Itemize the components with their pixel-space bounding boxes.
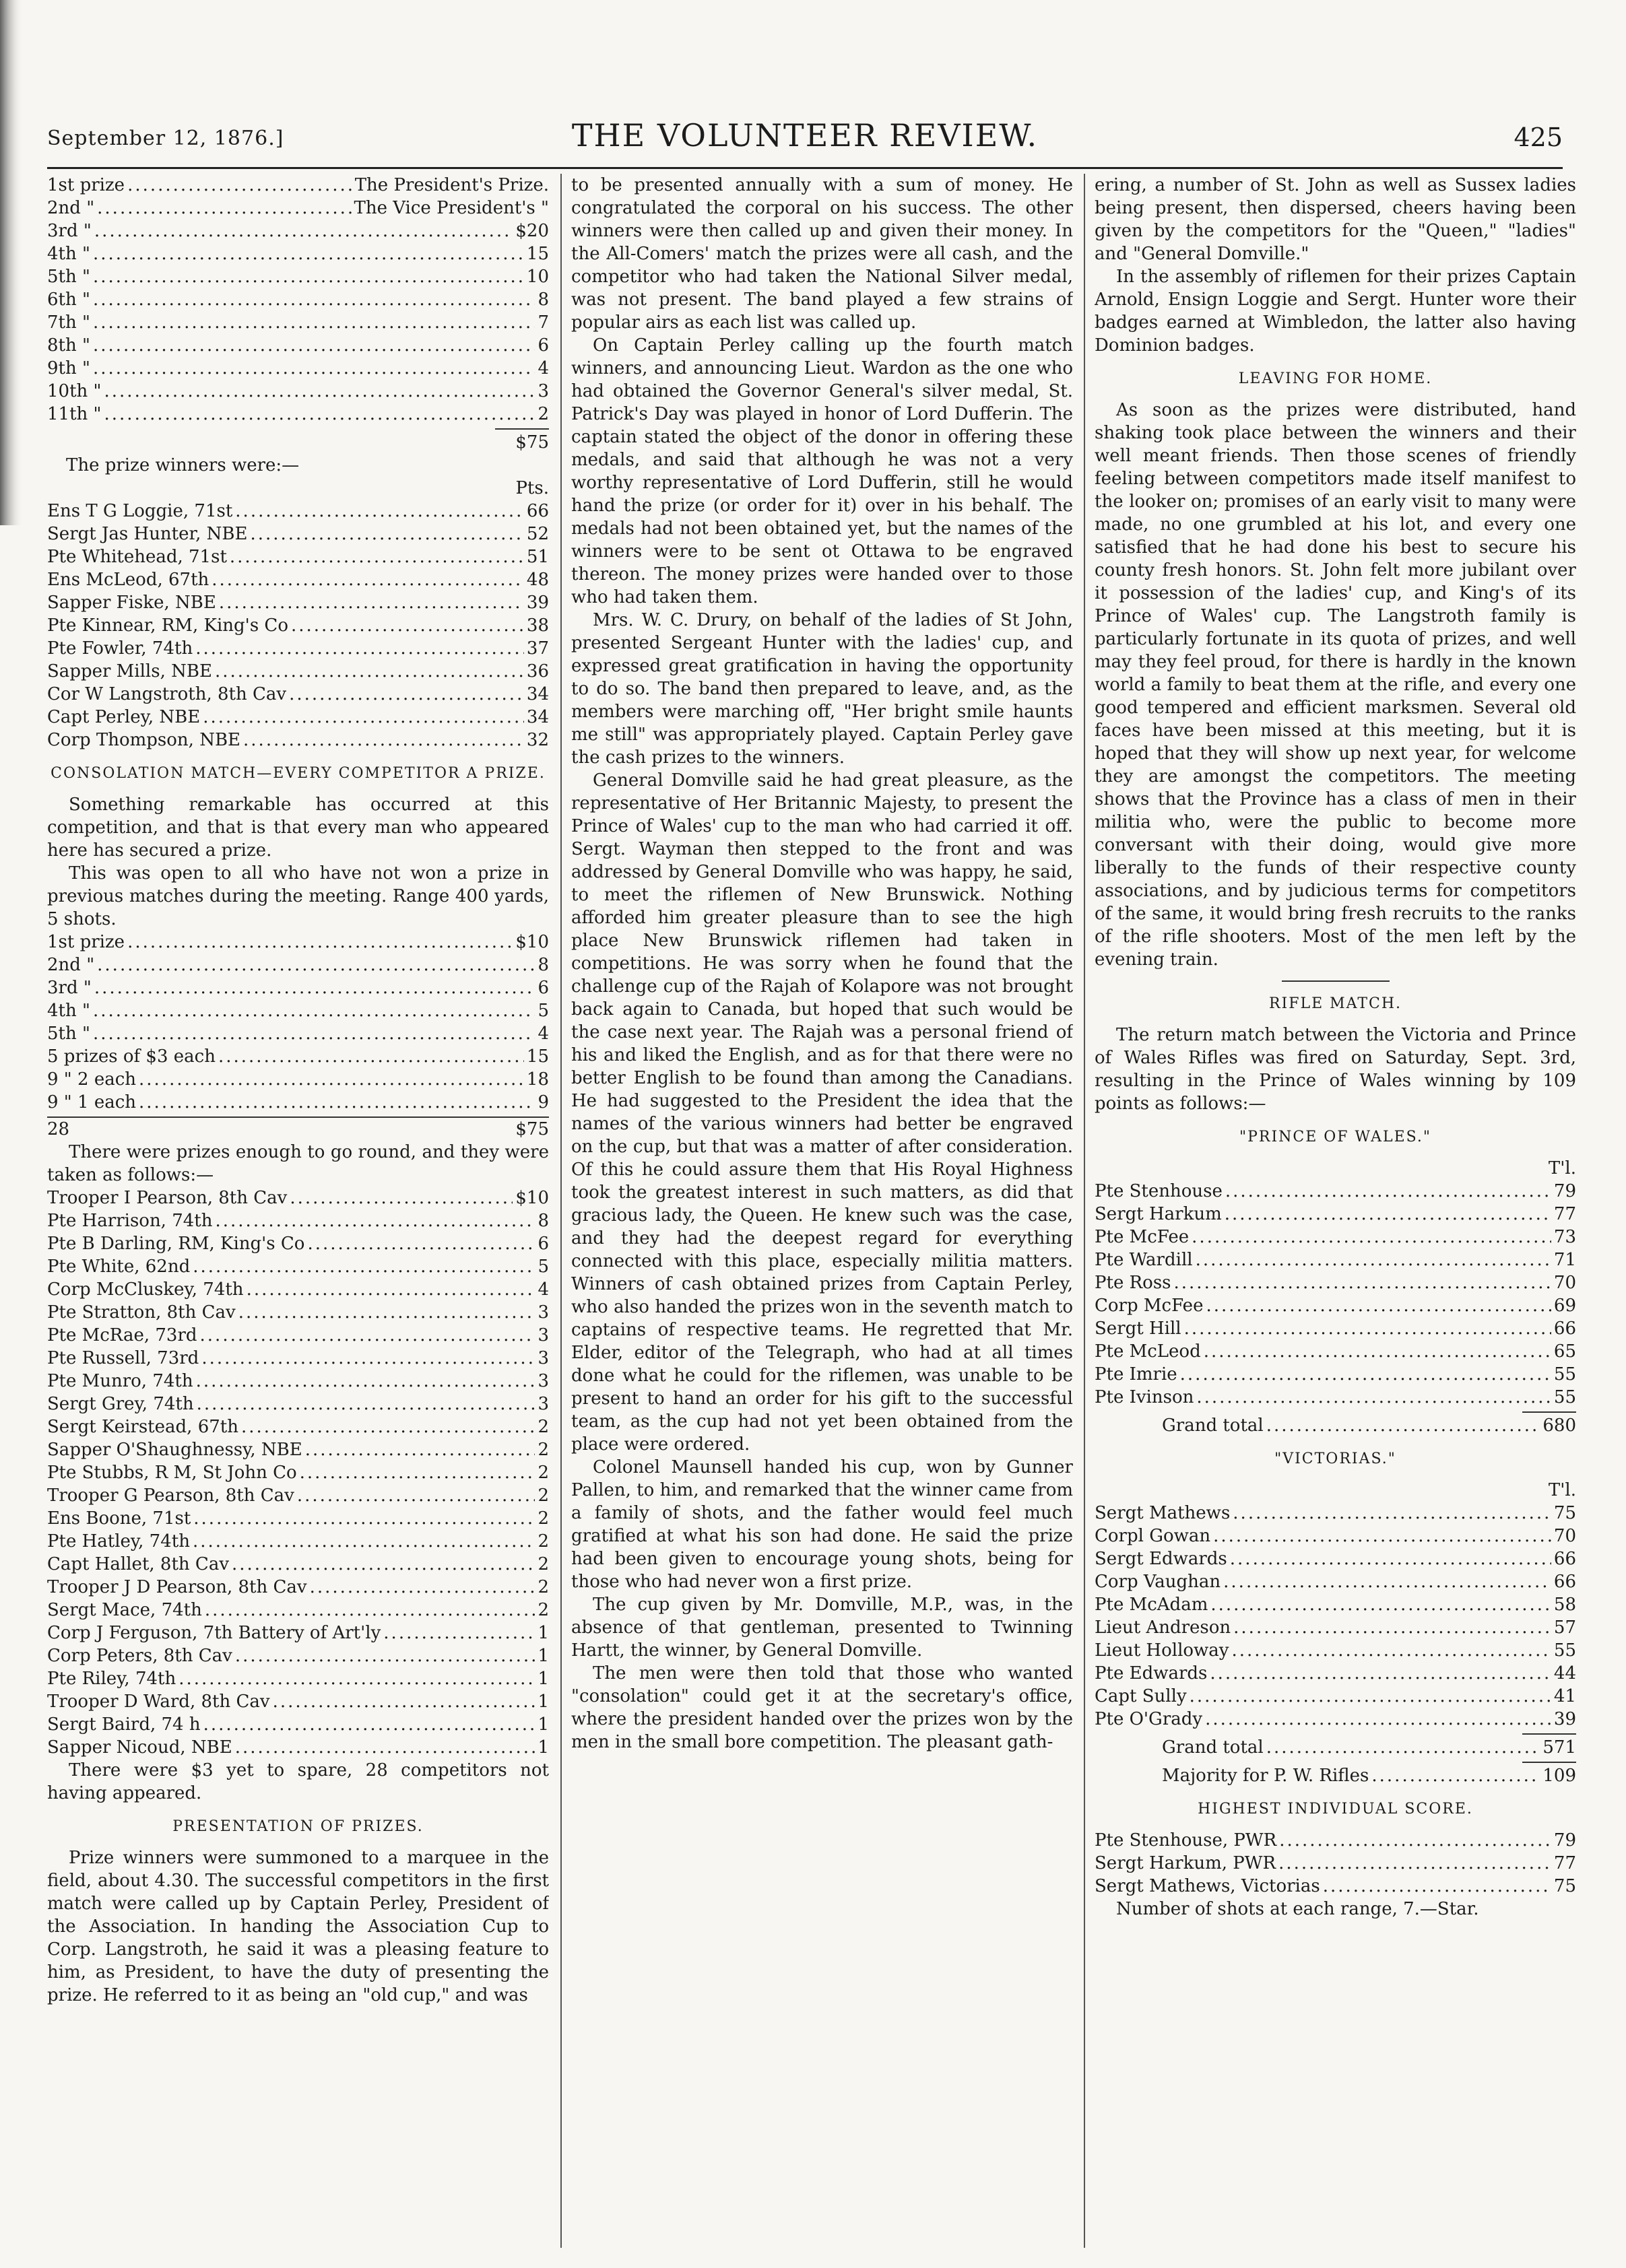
presentation-heading: PRESENTATION OF PRIZES. [172, 1818, 424, 1835]
highest-scores [1095, 1829, 1576, 1898]
prize-row: 9 " 2 each ..... 18 [47, 1068, 549, 1091]
winner-row: Capt Perley, NBE ..... 34 [47, 706, 549, 729]
winner-row: Corp McCluskey, 74th ..... 4 [47, 1278, 549, 1301]
score-row: Pte Stenhouse, PWR ..... 79 [1095, 1829, 1576, 1852]
score-row: Sergt Edwards ..... 66 [1095, 1547, 1576, 1570]
sum-rule [1522, 1762, 1576, 1763]
score-row: Sergt Hill ..... 66 [1095, 1317, 1576, 1340]
winner-row: Sergt Grey, 74th ..... 3 [47, 1393, 549, 1415]
prize-row: 6th " ..... 8 [47, 288, 549, 311]
consolation-paragraph: This was open to all who have not won a prize in previous matches during the meeting. Range 400 yards, 5 shots. [47, 863, 549, 929]
winner-row: Pte Fowler, 74th ..... 37 [47, 637, 549, 660]
sum-rule [1522, 1411, 1576, 1413]
prize-row: 1st prize ..... $10 [47, 931, 549, 954]
leaving-paragraph: As soon as the prizes were distributed, hand shaking took place between the winners and their well meant friends. Then those scenes of friendly feeling between competitors made itself manifest to the looker on; promises of an early visit to many were made, no one grumbled at his lot, and every one satisfied that he had done his best to secure his county fresh honors. St. John felt more jubilant over it possession of the ladies' cup, and King's of its Prince of Wales' cup. The Langstroth family is particularly fortunate in its quota of prizes, and well may they feel proud, for there is hardly in the known world a family to beat them at the rifle, and every one good tempered and efficient marksmen. Several old faces have been missed at this meeting, but it is hoped that they will show up next year, for welcome they are amongst the competitors. The meeting shows that the Province has a class of men in their militia who, were the public to become more conversant with their doing, would give more liberally to the funds of their respective county associations, and by judicious terms for competitors of the same, it would bring fresh recruits to the ranks of the rifle shooters. Most of the men left by the evening train. [1095, 400, 1576, 970]
article-paragraph: On Captain Perley calling up the fourth match winners, and announcing Lieut. Wardon as the one who had obtained the Governor General's silver medal, St. Patrick's Day was played in honor of Lord Dufferin. The captain stated the object of the donor in offering these medals, and said that although he was not a very worthy representative of Lord Dufferin, still he would hand the prize (or order for it) over in his behalf. The medals had not been obtained yet, but the names of the winners were to be sent ot Ottawa to be engraved thereon. The money prizes were handed over to those who had taken them. [571, 335, 1073, 607]
prize-row: 4th " ..... 15 [47, 242, 549, 265]
grand-total-row: Grand total ..... 571 [1095, 1736, 1576, 1759]
grand-total-row: Grand total ..... 680 [1095, 1414, 1576, 1437]
score-row: Sergt Mathews ..... 75 [1095, 1502, 1576, 1525]
victorias-heading: "VICTORIAS." [1274, 1450, 1396, 1467]
score-row: Sergt Harkum ..... 77 [1095, 1203, 1576, 1226]
consolation-paragraph: Something remarkable has occurred at this competition, and that is that every man who appeared here has secured a prize. [47, 795, 549, 861]
victorias-scores [1095, 1502, 1576, 1787]
winner-row: Pte Kinnear, RM, King's Co ..... 38 [47, 614, 549, 637]
winner-row: Sapper Mills, NBE ..... 36 [47, 660, 549, 683]
article-paragraph: ering, a number of St. John as well as Sussex ladies being present, then dispersed, cheers having been given by the competitors for the "Queen," "ladies" and "General Domville." [1095, 175, 1576, 264]
round-paragraph: There were prizes enough to go round, and they were taken as follows:— [47, 1142, 549, 1185]
winner-row: Pte Munro, 74th ..... 3 [47, 1370, 549, 1393]
score-row: Pte Stenhouse ..... 79 [1095, 1180, 1576, 1203]
score-row: Corp McFee ..... 69 [1095, 1294, 1576, 1317]
score-row: Pte Ross ..... 70 [1095, 1271, 1576, 1294]
article-paragraph: The cup given by Mr. Domville, M.P., was, in the absence of that gentleman, presented to Twinning Hartt, the winner, by General Domville. [571, 1595, 1073, 1661]
score-row: Sergt Mathews, Victorias ..... 75 [1095, 1875, 1576, 1898]
score-row: Pte Edwards ..... 44 [1095, 1662, 1576, 1685]
prize-row: 10th " ..... 3 [47, 380, 549, 403]
prize-row: 3rd " ..... $20 [47, 220, 549, 242]
prize-row: 5 prizes of $3 each ..... 15 [47, 1045, 549, 1068]
pts-label: Pts. [515, 478, 549, 498]
winner-row: Trooper D Ward, 8th Cav ..... 1 [47, 1690, 549, 1713]
winner-row: Sapper Fiske, NBE ..... 39 [47, 591, 549, 614]
winners-heading-row [47, 454, 549, 477]
majority-row: Majority for P. W. Rifles ..... 109 [1095, 1764, 1576, 1787]
prize-row: 9 " 1 each ..... 9 [47, 1091, 549, 1114]
prize-row: 5th " ..... 4 [47, 1022, 549, 1045]
winner-row: Sapper O'Shaughnessy, NBE ..... 2 [47, 1438, 549, 1461]
winner-row: Capt Hallet, 8th Cav ..... 2 [47, 1553, 549, 1576]
winner-row: Sergt Mace, 74th ..... 2 [47, 1599, 549, 1622]
presentation-paragraph: Prize winners were summoned to a marquee in the field, about 4.30. The successful competitors in the first match were called up by Captain Perley, President of the Association. In handing the Association Cup to Corp. Langstroth, he said it was a pleasing feature to him, as President, to have the duty of presenting the prize. He referred to it as being an "old cup," and was [47, 1848, 549, 2005]
prize-row: 7th " ..... 7 [47, 311, 549, 334]
prize-row: 3rd " ..... 6 [47, 976, 549, 999]
winner-row: Pte Stratton, 8th Cav ..... 3 [47, 1301, 549, 1324]
prize-row: 11th " ..... 2 [47, 403, 549, 426]
scan-edge-shadow [0, 0, 23, 525]
column-1 [47, 174, 549, 2248]
winner-row: Ens McLeod, 67th ..... 48 [47, 568, 549, 591]
score-row: Corpl Gowan ..... 70 [1095, 1525, 1576, 1547]
publication-title: THE VOLUNTEER REVIEW. [571, 117, 1039, 154]
article-paragraph: Mrs. W. C. Drury, on behalf of the ladies of St John, presented Sergeant Hunter with the ladies' cup, and expressed great gratification in having the opportunity to do so. The band then prepared to leave, and, as the members were marching off, "Her bright smile haunts me still" was appropriately played. Captain Perley gave the cash prizes to the winners. [571, 610, 1073, 768]
page-header [47, 114, 1563, 168]
winner-row: Pte Russell, 73rd ..... 3 [47, 1347, 549, 1370]
total-column-label: T'l. [1548, 1480, 1576, 1500]
winner-row: Pte Harrison, 74th ..... 8 [47, 1209, 549, 1232]
prince-of-wales-heading: "PRINCE OF WALES." [1239, 1129, 1432, 1145]
score-row: Lieut Holloway ..... 55 [1095, 1639, 1576, 1662]
winners-list [47, 500, 549, 752]
column-divider [560, 174, 562, 2248]
consolation-total: $75 [515, 1119, 549, 1139]
winner-row: Pte White, 62nd ..... 5 [47, 1255, 549, 1278]
winner-row: Ens T G Loggie, 71st ..... 66 [47, 500, 549, 523]
winner-row: Ens Boone, 71st ..... 2 [47, 1507, 549, 1530]
prize-row: 2nd " ..... The Vice President's " [47, 197, 549, 220]
total-column-label: T'l. [1548, 1158, 1576, 1178]
score-row: Capt Sully ..... 41 [1095, 1685, 1576, 1708]
consolation-count: 28 [47, 1119, 70, 1139]
page-number: 425 [1514, 123, 1563, 152]
consolation-total-row [47, 1116, 549, 1141]
column-3 [1095, 174, 1576, 2248]
winner-row: Sapper Nicoud, NBE ..... 1 [47, 1736, 549, 1759]
score-row: Pte Ivinson ..... 55 [1095, 1386, 1576, 1409]
consolation-heading: CONSOLATION MATCH—EVERY COMPETITOR A PRIZE. [51, 765, 546, 782]
prize-row: 9th " ..... 4 [47, 357, 549, 380]
winner-row: Pte Whitehead, 71st ..... 51 [47, 545, 549, 568]
column-2 [571, 174, 1073, 2248]
rifle-match-paragraph: The return match between the Victoria and Prince of Wales Rifles was fired on Saturday, Sept. 3rd, resulting in the Prince of Wales winning by 109 points as follows:— [1095, 1025, 1576, 1114]
winner-row: Pte McRae, 73rd ..... 3 [47, 1324, 549, 1347]
score-row: Corp Vaughan ..... 66 [1095, 1570, 1576, 1593]
article-paragraph: The men were then told that those who wanted "consolation" could get it at the secretary's office, where the president handed over the prizes won by the men in the small bore competition. The pleasant gath- [571, 1663, 1073, 1752]
score-row: Pte McLeod ..... 65 [1095, 1340, 1576, 1363]
winner-row: Pte Riley, 74th ..... 1 [47, 1667, 549, 1690]
winner-row: Pte B Darling, RM, King's Co ..... 6 [47, 1232, 549, 1255]
spare-paragraph: There were $3 yet to spare, 28 competitors not having appeared. [47, 1760, 549, 1803]
article-paragraph: General Domville said he had great pleasure, as the representative of Her Britannic Majesty, to present the Prince of Wales' cup to the man who had carried it off. Sergt. Wayman then stepped to the front and was addressed by General Domville who was happy, he said, to meet the riflemen of New Brunswick. Nothing afforded him greater pleasure than to see the high place New Brunswick riflemen had taken in competitions. He was sorry when he found that the challenge cup of the Rajah of Kolapore was not brought back again to Canada, but hoped that such would be the case next year. The Rajah was a personal friend of his and liked the English, and as for that there were no better English to be found than among the Canadians. He had suggested to the President the idea that the names of the various winners had better be engraved on the cup, but that was a matter of after consideration. Of this he could assure them that His Royal Highness took the greatest interest in such matters, as did that gracious lady, the Queen. He knew such was the case, and they had the deepest regard for everything connected with this place, especially militia matters. Winners of cash obtained prizes from Captain Perley, who also handed the prizes won in the seventh match to captains of respective teams. He regretted that Mr. Elder, editor of the Telegraph, who had at all times done what he could for the riflemen, was unable to be present to hand an order for his gift to the successful team, as the cup had not yet been obtained from the place were ordered. [571, 770, 1073, 1455]
winner-row: Pte Hatley, 74th ..... 2 [47, 1530, 549, 1553]
winner-row: Corp Peters, 8th Cav ..... 1 [47, 1644, 549, 1667]
score-row: Pte Wardill ..... 71 [1095, 1248, 1576, 1271]
sum-rule [495, 428, 549, 430]
article-paragraph: Colonel Maunsell handed his cup, won by Gunner Pallen, to him, and remarked that the winner came from a family of shots, and the father would feel much gratified at what his son had done. He said the prize had been given to encourage young shots, being for those who had never won a first prize. [571, 1457, 1073, 1592]
score-row: Pte Imrie ..... 55 [1095, 1363, 1576, 1386]
winner-row: Corp J Ferguson, 7th Battery of Art'ly ..... 1 [47, 1622, 549, 1644]
prize-list [47, 174, 549, 454]
winner-row: Pte Stubbs, R M, St John Co ..... 2 [47, 1461, 549, 1484]
score-row: Pte O'Grady ..... 39 [1095, 1708, 1576, 1731]
winner-row: Sergt Jas Hunter, NBE ..... 52 [47, 523, 549, 545]
prince-of-wales-scores [1095, 1180, 1576, 1437]
winner-row: Sergt Keirstead, 67th ..... 2 [47, 1415, 549, 1438]
prize-row: 1st prize ..... The President's Prize. [47, 174, 549, 197]
score-row: Pte McFee ..... 73 [1095, 1226, 1576, 1248]
prize-total: $75 [515, 432, 549, 453]
score-row: Lieut Andreson ..... 57 [1095, 1616, 1576, 1639]
winner-row: Sergt Baird, 74 h ..... 1 [47, 1713, 549, 1736]
closing-line: Number of shots at each range, 7.—Star. [1116, 1899, 1479, 1919]
highest-score-heading: HIGHEST INDIVIDUAL SCORE. [1198, 1801, 1473, 1817]
header-rule [47, 167, 1563, 169]
score-row: Pte McAdam ..... 58 [1095, 1593, 1576, 1616]
prize-row: 2nd " ..... 8 [47, 954, 549, 976]
article-paragraph: In the assembly of riflemen for their prizes Captain Arnold, Ensign Loggie and Sergt. Hunter wore their badges earned at Wimbledon, the latter also having Dominion badges. [1095, 267, 1576, 356]
prize-row: 5th " ..... 10 [47, 265, 549, 288]
issue-date: September 12, 1876.] [47, 127, 284, 150]
rifle-match-heading: RIFLE MATCH. [1268, 995, 1402, 1012]
round-winners-list [47, 1187, 549, 1759]
leaving-heading: LEAVING FOR HOME. [1238, 370, 1433, 387]
consolation-prize-list [47, 931, 549, 1141]
prize-row: 8th " ..... 6 [47, 334, 549, 357]
section-rule [1282, 980, 1390, 982]
winner-row: Trooper G Pearson, 8th Cav ..... 2 [47, 1484, 549, 1507]
prize-row: 4th " ..... 5 [47, 999, 549, 1022]
winner-row: Corp Thompson, NBE ..... 32 [47, 729, 549, 752]
sum-rule [1522, 1733, 1576, 1735]
column-divider [1084, 174, 1085, 2248]
score-row: Sergt Harkum, PWR ..... 77 [1095, 1852, 1576, 1875]
article-paragraph: to be presented annually with a sum of money. He congratulated the corporal on his success. The other winners were then called up and given their money. In the All-Comers' match the prizes were all cash, and the competitor who had taken the National Silver medal, was not present. The band played a few strains of popular airs as each list was called up. [571, 175, 1073, 333]
winner-row: Trooper J D Pearson, 8th Cav ..... 2 [47, 1576, 549, 1599]
winners-intro: The prize winners were:— [66, 455, 300, 475]
winner-row: Cor W Langstroth, 8th Cav ..... 34 [47, 683, 549, 706]
winner-row: Trooper I Pearson, 8th Cav ..... $10 [47, 1187, 549, 1209]
